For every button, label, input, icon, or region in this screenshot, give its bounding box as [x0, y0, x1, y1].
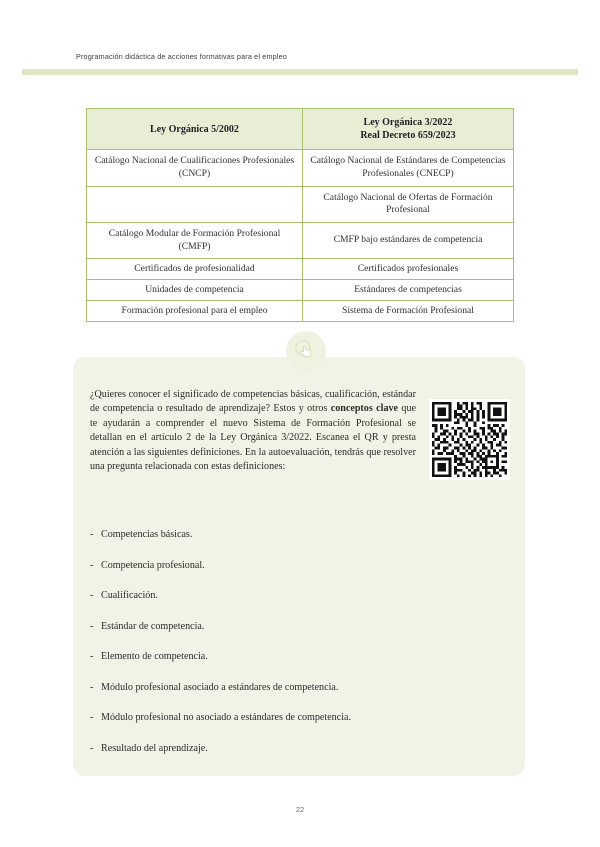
- table-row: [87, 301, 514, 322]
- table-header-row: [87, 109, 514, 150]
- definition-text: Elemento de competencia.: [101, 651, 208, 662]
- table-row: [87, 259, 514, 280]
- definitions-list: [90, 529, 510, 773]
- definition-text: Competencias básicas.: [101, 529, 193, 540]
- bullet-dash: -: [90, 712, 94, 723]
- info-panel-body: [90, 388, 416, 474]
- cell-left-2: Catálogo Modular de Formación Profesional (CMFP): [87, 223, 303, 259]
- tap-hand-icon: [293, 338, 319, 364]
- definition-text: Estándar de competencia.: [101, 620, 205, 632]
- bullet-dash: -: [90, 559, 94, 571]
- table-header-cell-right: [303, 109, 514, 150]
- cell-right-0: Catálogo Nacional de Estándares de Competencias Profesionales (CNECP): [303, 150, 514, 186]
- info-paragraph: [90, 388, 416, 474]
- table-row: [87, 223, 514, 259]
- list-item: [90, 712, 510, 724]
- cell-right-3: Certificados profesionales: [303, 259, 514, 280]
- cell-right-1: Catálogo Nacional de Ofertas de Formación Profesional: [303, 186, 514, 222]
- bullet-dash: -: [90, 651, 94, 662]
- bullet-dash: -: [90, 529, 94, 540]
- table-header-cell-left: [87, 109, 303, 150]
- header-left-line1: Ley Orgánica 5/2002: [150, 123, 239, 135]
- bullet-dash: -: [90, 620, 94, 632]
- paragraph-bold-phrase: conceptos clave: [330, 403, 399, 415]
- list-item: [90, 651, 510, 663]
- definition-text: Cualificación.: [101, 590, 158, 601]
- badge-circle: [286, 331, 326, 371]
- qr-code-icon[interactable]: [429, 399, 510, 480]
- page-number: 22: [295, 805, 305, 814]
- header-right-line2: Real Decreto 659/2023: [360, 130, 456, 142]
- definition-text: Módulo profesional asociado a estándares de competencia.: [101, 681, 339, 693]
- table-row: [87, 150, 514, 186]
- header-divider-bar: [22, 69, 578, 75]
- list-item: [90, 621, 510, 633]
- list-item: [90, 682, 510, 694]
- running-head-title: Programación didáctica de acciones formativas para el empleo: [76, 52, 287, 61]
- cell-left-4: Unidades de competencia: [87, 280, 303, 301]
- cell-left-5: Formación profesional para el empleo: [87, 301, 303, 322]
- bullet-dash: -: [90, 742, 94, 754]
- definition-text: Módulo profesional no asociado a estándares de competencia.: [101, 712, 352, 723]
- cell-left-3: Certificados de profesionalidad: [87, 259, 303, 280]
- cell-right-4: Estándares de competencias: [303, 280, 514, 301]
- cell-left-0: Catálogo Nacional de Cualificaciones Profesionales (CNCP): [87, 150, 303, 186]
- cell-right-5: Sistema de Formación Profesional: [303, 301, 514, 322]
- paragraph-segment-1: ¿Quieres conocer el significado de competencias básicas, cualificación, estándar de competencia o resultado de aprendizaje? Estos y otros: [90, 389, 416, 415]
- paragraph-segment-2: que te ayudarán a comprender el nuevo Sistema de Formación Profesional se detallan en el artículo 2 de la Ley Orgánica 3/2022. Escanea el QR y presta atención a las siguientes definiciones. En la autoevaluación, tendrás que resolver una pregunta relacionada con estas definiciones:: [90, 403, 416, 473]
- table-row: [87, 186, 514, 222]
- law-comparison-table: [86, 108, 514, 322]
- list-item: [90, 743, 510, 755]
- list-item: [90, 590, 510, 602]
- definition-text: Competencia profesional.: [101, 559, 205, 571]
- header-right-line1: Ley Orgánica 3/2022: [363, 117, 453, 128]
- bullet-dash: -: [90, 590, 94, 601]
- definition-text: Resultado del aprendizaje.: [101, 742, 208, 754]
- cell-left-1: [87, 186, 303, 222]
- list-item: [90, 560, 510, 572]
- cell-right-2: CMFP bajo estándares de competencia: [303, 223, 514, 259]
- bullet-dash: -: [90, 681, 94, 693]
- list-item: [90, 529, 510, 541]
- table-row: [87, 280, 514, 301]
